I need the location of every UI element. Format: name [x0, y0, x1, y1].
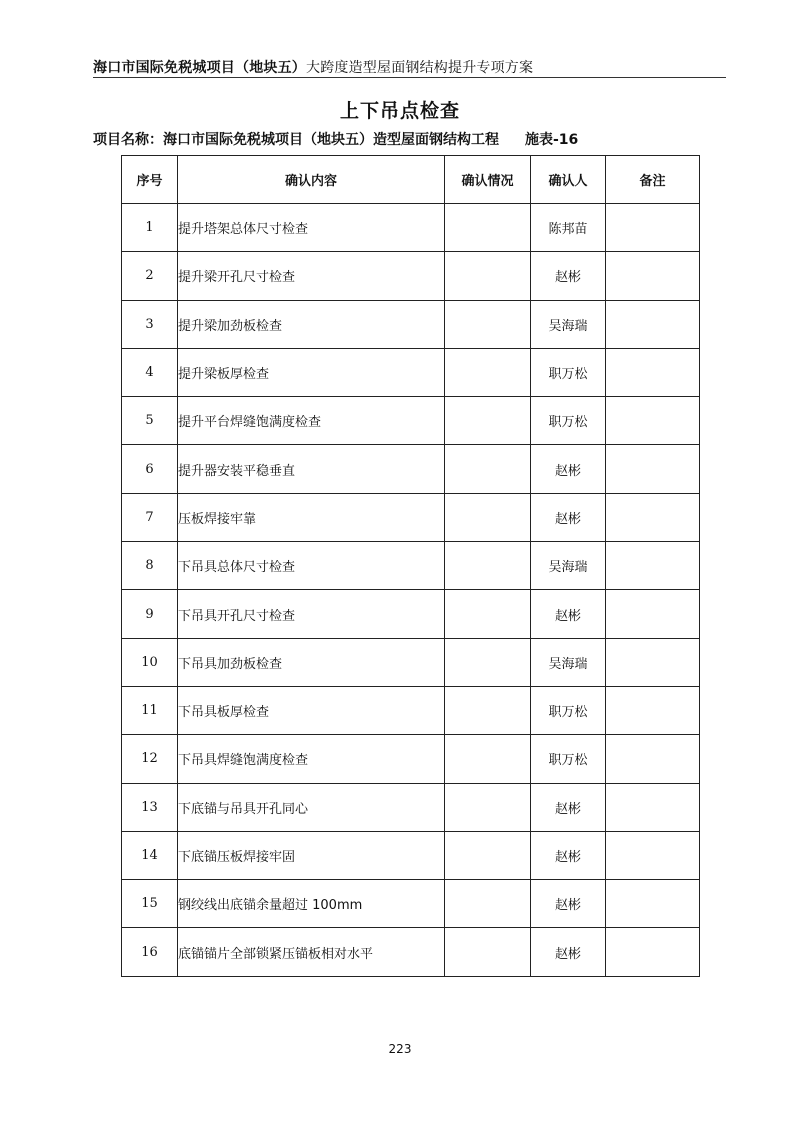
row-number: 3	[122, 300, 178, 348]
row-status	[445, 252, 531, 300]
row-remark	[606, 783, 700, 831]
row-person: 职万松	[531, 397, 606, 445]
header-content: 确认内容	[178, 156, 445, 204]
row-status	[445, 783, 531, 831]
row-content: 提升梁开孔尺寸检查	[178, 252, 445, 300]
header-remark: 备注	[606, 156, 700, 204]
row-remark	[606, 445, 700, 493]
row-number: 15	[122, 880, 178, 928]
row-number: 10	[122, 638, 178, 686]
row-content: 钢绞线出底锚余量超过 100mm	[178, 880, 445, 928]
row-number: 5	[122, 397, 178, 445]
row-number: 12	[122, 735, 178, 783]
row-remark	[606, 542, 700, 590]
row-remark	[606, 300, 700, 348]
table-row	[122, 735, 700, 783]
table-row	[122, 204, 700, 252]
table-row	[122, 638, 700, 686]
header-status: 确认情况	[445, 156, 531, 204]
row-status	[445, 542, 531, 590]
row-status	[445, 397, 531, 445]
row-remark	[606, 590, 700, 638]
row-content: 下吊具焊缝饱满度检查	[178, 735, 445, 783]
header-project-name: 海口市国际免税城项目（地块五）	[93, 60, 306, 76]
row-person: 赵彬	[531, 252, 606, 300]
table-row	[122, 542, 700, 590]
row-remark	[606, 686, 700, 734]
row-content: 下吊具加劲板检查	[178, 638, 445, 686]
table-body	[122, 204, 700, 977]
row-number: 1	[122, 204, 178, 252]
row-remark	[606, 928, 700, 976]
row-number: 7	[122, 493, 178, 541]
row-person: 赵彬	[531, 831, 606, 879]
row-number: 6	[122, 445, 178, 493]
row-remark	[606, 493, 700, 541]
row-person: 赵彬	[531, 783, 606, 831]
row-remark	[606, 252, 700, 300]
row-person: 吴海瑞	[531, 638, 606, 686]
row-remark	[606, 638, 700, 686]
table-row	[122, 783, 700, 831]
row-number: 4	[122, 348, 178, 396]
row-number: 16	[122, 928, 178, 976]
running-header	[93, 57, 533, 77]
header-person: 确认人	[531, 156, 606, 204]
row-status	[445, 493, 531, 541]
row-number: 8	[122, 542, 178, 590]
row-person: 赵彬	[531, 590, 606, 638]
row-remark	[606, 880, 700, 928]
row-content: 下吊具开孔尺寸检查	[178, 590, 445, 638]
row-person: 职万松	[531, 686, 606, 734]
row-person: 赵彬	[531, 928, 606, 976]
row-status	[445, 735, 531, 783]
header-no: 序号	[122, 156, 178, 204]
row-status	[445, 928, 531, 976]
row-status	[445, 445, 531, 493]
row-status	[445, 638, 531, 686]
row-status	[445, 880, 531, 928]
row-remark	[606, 204, 700, 252]
row-number: 9	[122, 590, 178, 638]
row-remark	[606, 397, 700, 445]
table-row	[122, 397, 700, 445]
row-person: 陈邦苗	[531, 204, 606, 252]
row-content: 提升器安装平稳垂直	[178, 445, 445, 493]
row-number: 11	[122, 686, 178, 734]
row-number: 14	[122, 831, 178, 879]
row-person: 吴海瑞	[531, 300, 606, 348]
row-status	[445, 686, 531, 734]
table-row	[122, 300, 700, 348]
row-person: 职万松	[531, 735, 606, 783]
header-rule	[93, 77, 726, 78]
table-row	[122, 348, 700, 396]
page-title: 上下吊点检查	[339, 100, 460, 122]
row-status	[445, 590, 531, 638]
row-status	[445, 300, 531, 348]
row-content: 下吊具板厚检查	[178, 686, 445, 734]
table-row	[122, 590, 700, 638]
row-content: 提升梁板厚检查	[178, 348, 445, 396]
table-row	[122, 445, 700, 493]
row-content: 提升平台焊缝饱满度检查	[178, 397, 445, 445]
table-header-row	[122, 156, 700, 204]
row-remark	[606, 348, 700, 396]
row-content: 提升梁加劲板检查	[178, 300, 445, 348]
row-person: 赵彬	[531, 445, 606, 493]
table-row	[122, 493, 700, 541]
page-number: 223	[388, 1042, 412, 1056]
row-content: 提升塔架总体尺寸检查	[178, 204, 445, 252]
header-document-name: 大跨度造型屋面钢结构提升专项方案	[306, 60, 534, 76]
row-status	[445, 831, 531, 879]
table-row	[122, 928, 700, 976]
row-number: 2	[122, 252, 178, 300]
table-row	[122, 252, 700, 300]
row-content: 下底锚压板焊接牢固	[178, 831, 445, 879]
row-person: 赵彬	[531, 493, 606, 541]
row-content: 下底锚与吊具开孔同心	[178, 783, 445, 831]
row-status	[445, 348, 531, 396]
row-person: 吴海瑞	[531, 542, 606, 590]
form-number: 施表-16	[525, 132, 579, 148]
row-content: 底锚锚片全部锁紧压锚板相对水平	[178, 928, 445, 976]
row-status	[445, 204, 531, 252]
table-row	[122, 831, 700, 879]
row-remark	[606, 735, 700, 783]
project-name: 项目名称：海口市国际免税城项目（地块五）造型屋面钢结构工程	[93, 132, 499, 148]
row-remark	[606, 831, 700, 879]
row-person: 赵彬	[531, 880, 606, 928]
row-content: 压板焊接牢靠	[178, 493, 445, 541]
table-row	[122, 880, 700, 928]
row-person: 职万松	[531, 348, 606, 396]
row-number: 13	[122, 783, 178, 831]
check-table	[121, 155, 700, 977]
project-line	[93, 129, 578, 149]
table-row	[122, 686, 700, 734]
row-content: 下吊具总体尺寸检查	[178, 542, 445, 590]
